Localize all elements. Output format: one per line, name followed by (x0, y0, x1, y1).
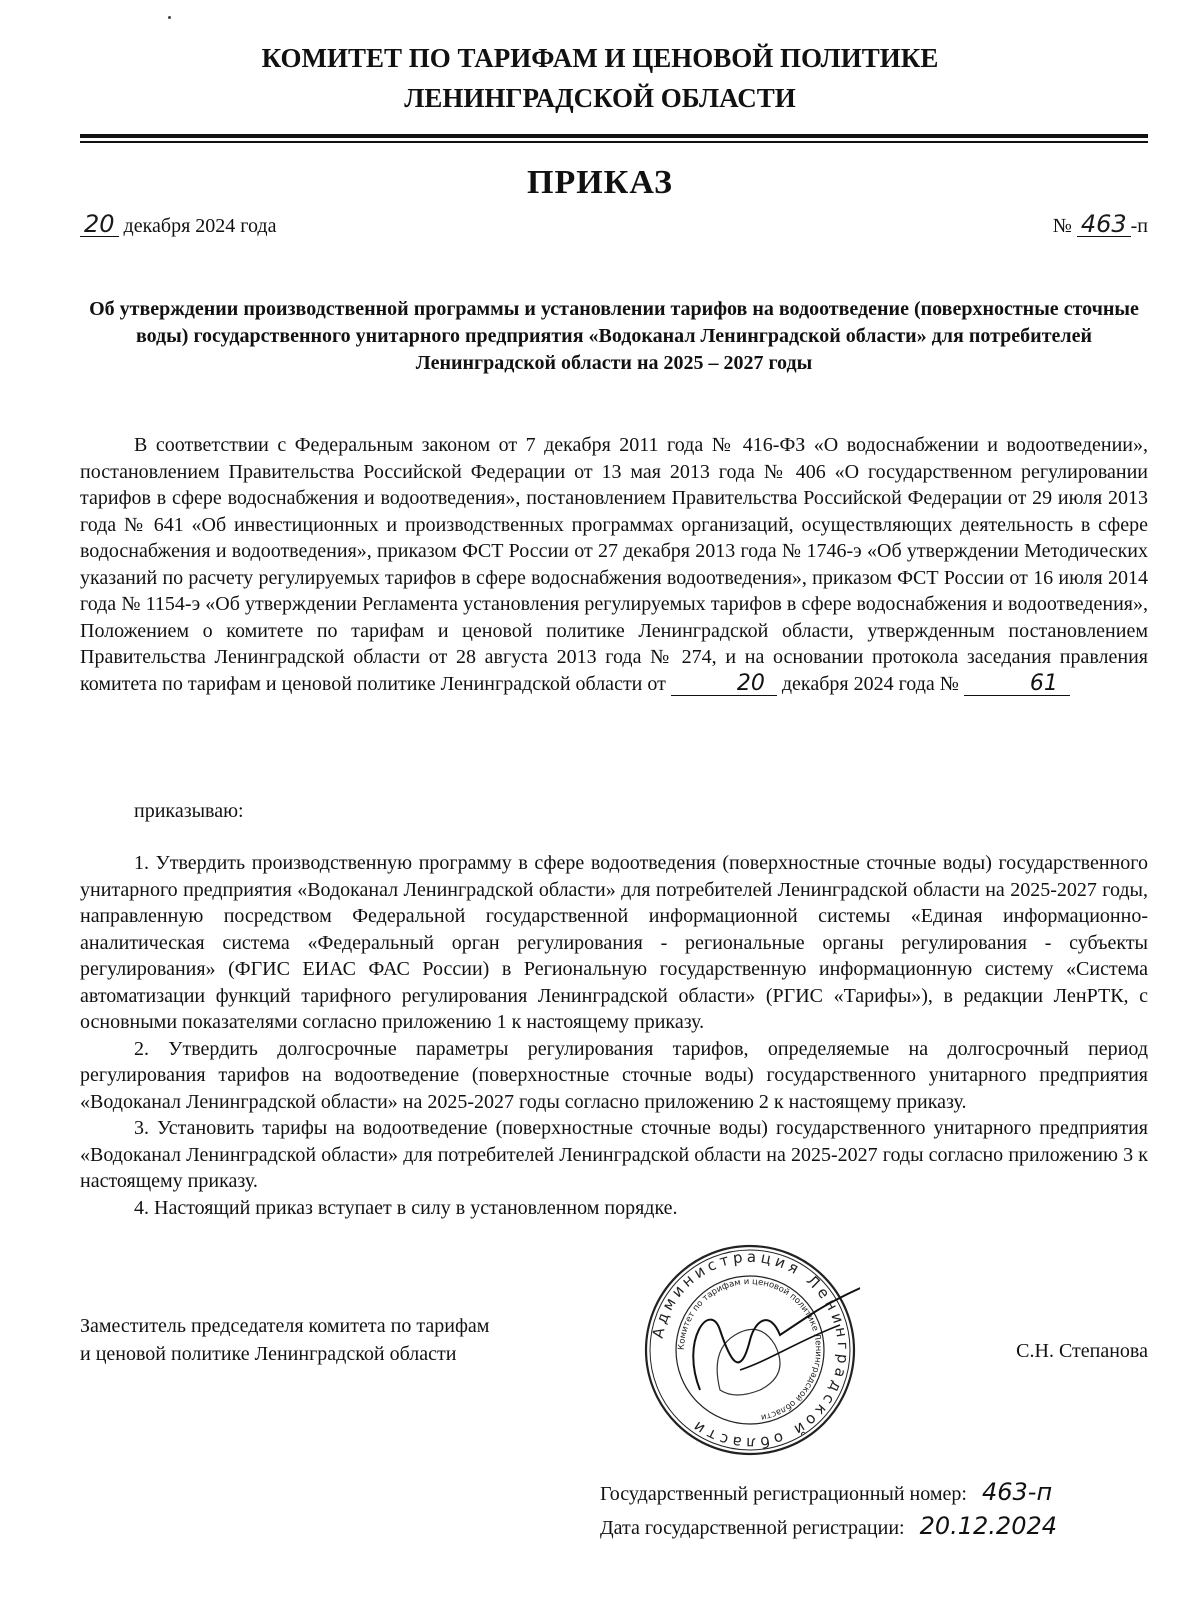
official-seal (640, 1240, 860, 1460)
seal-emblem (717, 1329, 780, 1395)
signer-position-line-2: и ценовой политике Ленинградской области (80, 1343, 457, 1365)
signer-position (80, 1312, 489, 1368)
document-title: ПРИКАЗ (527, 164, 673, 201)
order-items (80, 850, 1148, 1221)
registration-block (600, 1476, 1057, 1544)
header-rule-thin (80, 141, 1148, 143)
registration-number-row (600, 1476, 1057, 1510)
number-handwritten: 463 (1077, 212, 1131, 237)
registration-date-label: Дата государственной регистрации: (600, 1517, 905, 1539)
order-item-3: 3. Установить тарифы на водоотведение (поверхностные сточные воды) государственного унитарного предприятия «Водоканал Ленинградской области» для потребителей Ленинградской области на 2025-2027 годы согласно приложению 3 к настоящему приказу. (80, 1117, 1148, 1192)
order-item-1: 1. Утвердить производственную программу в сфере водоотведения (поверхностные сточные воды) государственного унитарного предприятия «Водоканал Ленинградской области» для потребителей Ленинградской области на 2025-2027 годы, направленную посредством Федеральной государственной информационной системы «Единая информационно-аналитическая система «Федеральный орган регулирования - региональные органы регулирования - субъекты регулирования» (ФГИС ЕИАС ФАС России) в Региональную государственную информационную систему «Система автоматизации функций тарифного регулирования Ленинградской области» (РГИС «Тарифы»), в редакции ЛенРТК, с основными показателями согласно приложению 1 к настоящему приказу. (80, 852, 1148, 1033)
preamble (80, 432, 1148, 697)
protocol-day-handwritten: 20 (671, 673, 777, 696)
date-day-handwritten: 20 (80, 212, 119, 237)
number-prefix: № (1052, 215, 1072, 237)
order-item-2: 2. Утвердить долгосрочные параметры регулирования тарифов, определяемые на долгосрочный период регулирования тарифов на водоотведение (поверхностные сточные воды) государственного унитарного предприятия «Водоканал Ленинградской области» на 2025-2027 годы согласно приложению 2 к настоящему приказу. (80, 1037, 1148, 1113)
signer-position-line-1: Заместитель председателя комитета по тарифам (80, 1315, 490, 1337)
order-word: приказываю: (134, 800, 244, 822)
header-rule-thick (80, 134, 1148, 138)
protocol-date-text: декабря 2024 года № (781, 672, 959, 695)
date-month-year: декабря 2024 года (123, 215, 277, 237)
issuer-line-1: КОМИТЕТ ПО ТАРИФАМ И ЦЕНОВОЙ ПОЛИТИКЕ (261, 43, 939, 73)
seal-inner-text: Комитет по тарифам и ценовой политике Ленинградской области (676, 1276, 824, 1423)
order-item-4: 4. Настоящий приказ вступает в силу в установленном порядке. (134, 1196, 678, 1219)
registration-date-handwritten: 20.12.2024 (919, 1512, 1058, 1540)
protocol-number-handwritten: 61 (964, 673, 1070, 696)
signature-stroke-2 (740, 1325, 840, 1370)
document-number (1053, 212, 1148, 238)
document-date (80, 212, 276, 238)
registration-date-row (600, 1510, 1057, 1544)
signer-name: С.Н. Степанова (1016, 1340, 1148, 1362)
issuer-line-2: ЛЕНИНГРАДСКОЙ ОБЛАСТИ (404, 83, 796, 113)
number-suffix: -п (1130, 215, 1148, 237)
registration-number-handwritten: 463-п (981, 1478, 1053, 1506)
preamble-text: В соответствии с Федеральным законом от 7 декабря 2011 года № 416-ФЗ «О водоснабжении и водоотведении», постановлением Правительства Российской Федерации от 13 мая 2013 года № 406 «О государственном регулировании тарифов в сфере водоснабжения и водоотведения», постановлением Правительства Российской Федерации от 29 июля 2013 года № 641 «Об инвестиционных и производственных программах организаций, осуществляющих деятельность в сфере водоснабжения и водоотведения», приказом ФСТ России от 27 декабря 2013 года № 1746-э «Об утверждении Методических указаний по расчету регулируемых тарифов в сфере водоснабжения водоотведения», приказом ФСТ России от 16 июля 2014 года № 1154-э «Об утверждении Регламента установления регулируемых тарифов в сфере водоснабжения и водоотведения», Положением о комитете по тарифам и ценовой политике Ленинградской области, утвержденным постановлением Правительства Ленинградской области от 28 августа 2013 года № 274, и на основании протокола заседания правления комитета по тарифам и ценовой политике Ленинградской области от (80, 434, 1148, 695)
registration-number-label: Государственный регистрационный номер: (600, 1483, 967, 1505)
scan-speck (168, 16, 171, 19)
seal-outer-text: Администрация Ленинградской области (648, 1247, 853, 1453)
document-subject: Об утверждении производственной программы и установлении тарифов на водоотведение (поверхностные сточные воды) государственного унитарного предприятия «Водоканал Ленинградской области» для потребителей Ленинградской области на 2025 – 2027 годы (89, 298, 1139, 374)
preamble-paragraph (80, 432, 1148, 697)
issuer-header (0, 38, 1200, 118)
